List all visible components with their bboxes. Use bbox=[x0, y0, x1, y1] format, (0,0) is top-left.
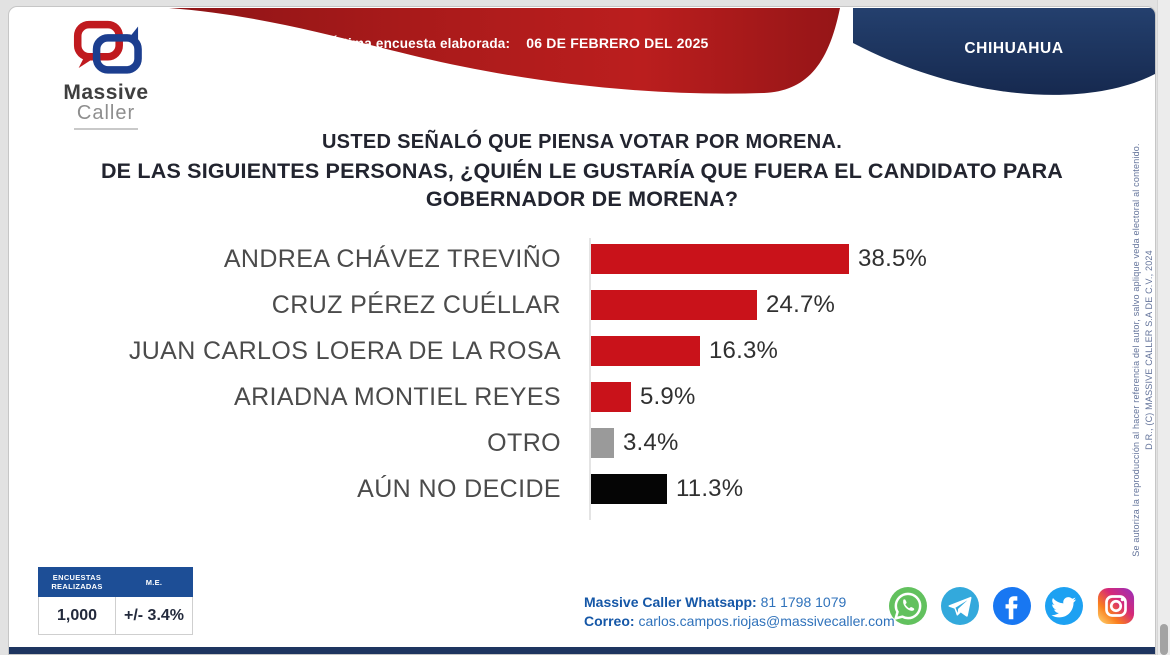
bar-track bbox=[591, 474, 743, 504]
value-label: 16.3% bbox=[709, 337, 779, 364]
copyright-line-authorization: Se autoriza la reproducción al hacer referencia del autor, salvo aplique veda electoral al contenido. bbox=[1131, 143, 1141, 557]
email-line bbox=[584, 612, 895, 631]
whatsapp-line bbox=[584, 593, 895, 612]
chart-row bbox=[9, 466, 1059, 512]
bottom-navy-bar bbox=[9, 647, 1155, 654]
chart-row bbox=[9, 328, 1059, 374]
candidate-label: AÚN NO DECIDE bbox=[357, 474, 561, 503]
social-icons bbox=[889, 587, 1135, 625]
massive-caller-logo bbox=[31, 19, 181, 130]
candidate-label: ARIADNA MONTIEL REYES bbox=[234, 382, 561, 411]
stats-value-surveys: 1,000 bbox=[39, 597, 116, 635]
stats-header-surveys: ENCUESTAS REALIZADAS bbox=[39, 568, 116, 597]
stats-value-me: +/- 3.4% bbox=[116, 597, 193, 635]
stats-header-me: M.E. bbox=[116, 568, 193, 597]
value-bar bbox=[591, 244, 849, 274]
value-bar bbox=[591, 290, 757, 320]
whatsapp-label: Massive Caller Whatsapp: bbox=[584, 594, 757, 610]
logo-text-caller: Caller bbox=[76, 102, 136, 124]
logo-icon bbox=[56, 19, 156, 85]
logo-underline bbox=[74, 128, 138, 130]
value-label: 3.4% bbox=[623, 429, 679, 456]
chart-row bbox=[9, 420, 1059, 466]
question-line2: DE LAS SIGUIENTES PERSONAS, ¿QUIÉN LE GUSTARÍA QUE FUERA EL CANDIDATO PARA GOBERNADOR DE MORENA? bbox=[100, 159, 1064, 211]
whatsapp-icon[interactable] bbox=[889, 587, 927, 625]
value-label: 24.7% bbox=[766, 291, 836, 318]
copyright-vertical-text bbox=[1130, 135, 1156, 565]
value-bar bbox=[591, 428, 614, 458]
question-line1: USTED SEÑALÓ QUE PIENSA VOTAR POR MORENA. bbox=[321, 131, 843, 153]
facebook-icon[interactable] bbox=[993, 587, 1031, 625]
bar-track bbox=[591, 382, 696, 412]
logo-text-massive: Massive bbox=[63, 81, 149, 104]
value-label: 5.9% bbox=[640, 383, 696, 410]
scrollbar-track[interactable] bbox=[1157, 0, 1170, 655]
whatsapp-number: 81 1798 1079 bbox=[756, 594, 847, 610]
bar-track bbox=[591, 428, 679, 458]
value-label: 38.5% bbox=[858, 245, 928, 272]
bar-chart bbox=[9, 236, 1059, 512]
value-bar bbox=[591, 336, 700, 366]
chart-row bbox=[9, 374, 1059, 420]
last-survey-banner bbox=[299, 35, 739, 51]
banner-label: Última encuesta elaborada: bbox=[329, 36, 511, 51]
chart-row bbox=[9, 236, 1059, 282]
candidate-label: JUAN CARLOS LOERA DE LA ROSA bbox=[128, 336, 561, 365]
candidate-label: OTRO bbox=[487, 428, 561, 457]
value-bar bbox=[591, 382, 631, 412]
candidate-label: ANDREA CHÁVEZ TREVIÑO bbox=[223, 244, 561, 273]
value-label: 11.3% bbox=[676, 475, 744, 502]
header-ribbons bbox=[9, 7, 1156, 142]
email-label: Correo: bbox=[584, 613, 635, 629]
bar-track bbox=[591, 290, 835, 320]
twitter-icon[interactable] bbox=[1045, 587, 1083, 625]
value-bar bbox=[591, 474, 667, 504]
scrollbar-thumb[interactable] bbox=[1160, 624, 1168, 655]
sample-stats-table bbox=[38, 567, 193, 635]
region-title: CHIHUAHUA bbox=[964, 40, 1064, 57]
telegram-icon[interactable] bbox=[941, 587, 979, 625]
bar-track bbox=[591, 244, 927, 274]
instagram-icon[interactable] bbox=[1097, 587, 1135, 625]
banner-date: 06 DE FEBRERO DEL 2025 bbox=[526, 35, 709, 51]
email-address[interactable]: carlos.campos.riojas@massivecaller.com bbox=[634, 613, 895, 629]
slide-page bbox=[8, 6, 1156, 655]
bar-track bbox=[591, 336, 778, 366]
question-title bbox=[9, 131, 1155, 213]
copyright-line-dr: D.R., (C) MASSIVE CALLER S.A DE C.V., 2024 bbox=[1143, 250, 1154, 450]
chart-row bbox=[9, 282, 1059, 328]
candidate-label: CRUZ PÉREZ CUÉLLAR bbox=[271, 290, 561, 319]
contact-block bbox=[584, 593, 895, 631]
